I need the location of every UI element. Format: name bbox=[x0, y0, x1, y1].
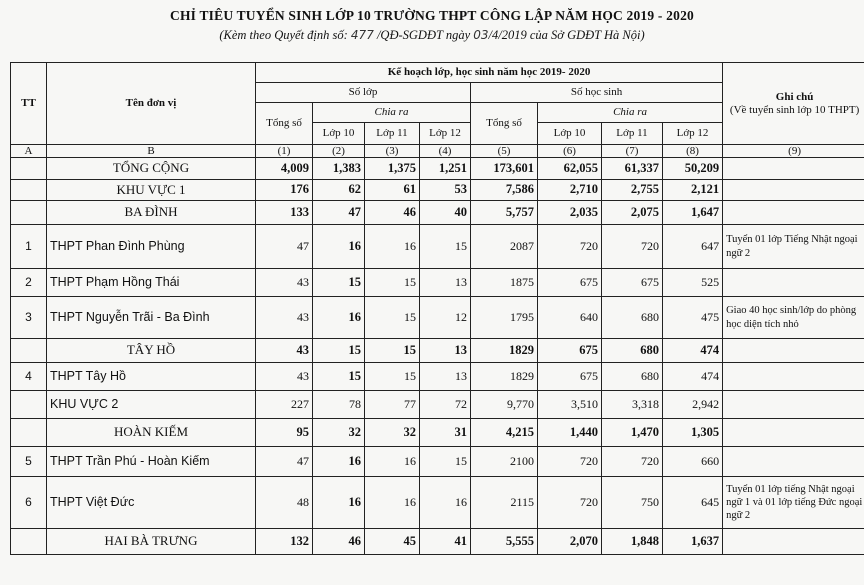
note-cell bbox=[723, 363, 864, 391]
summary-row bbox=[11, 529, 864, 555]
row-number: 2 bbox=[11, 269, 47, 297]
classes-total: 133 bbox=[256, 201, 313, 225]
note-cell bbox=[723, 339, 864, 363]
classes-g11: 16 bbox=[365, 447, 420, 477]
index-cell: A bbox=[11, 145, 47, 158]
note-cell bbox=[723, 529, 864, 555]
note-cell bbox=[723, 201, 864, 225]
students-g10: 675 bbox=[538, 269, 602, 297]
school-name: THPT Phạm Hồng Thái bbox=[47, 269, 256, 297]
row-number: 6 bbox=[11, 477, 47, 529]
header-note bbox=[723, 63, 864, 145]
school-row bbox=[11, 297, 864, 339]
note-cell: Tuyển 01 lớp Tiếng Nhật ngoại ngữ 2 bbox=[723, 225, 864, 269]
students-total: 7,586 bbox=[471, 180, 538, 201]
index-cell: (6) bbox=[538, 145, 602, 158]
students-g10: 2,035 bbox=[538, 201, 602, 225]
row-number: 4 bbox=[11, 363, 47, 391]
classes-g11: 77 bbox=[365, 391, 420, 419]
students-g10: 1,440 bbox=[538, 419, 602, 447]
area-name: HOÀN KIẾM bbox=[47, 419, 256, 447]
classes-g12: 15 bbox=[420, 447, 471, 477]
students-total: 1795 bbox=[471, 297, 538, 339]
area-name: TÂY HỒ bbox=[47, 339, 256, 363]
index-cell: (1) bbox=[256, 145, 313, 158]
students-g12: 1,305 bbox=[663, 419, 723, 447]
decision-number: 477 bbox=[350, 28, 374, 42]
school-name: THPT Việt Đức bbox=[47, 477, 256, 529]
students-g12: 50,209 bbox=[663, 158, 723, 180]
students-g11: 1,470 bbox=[602, 419, 663, 447]
row-number bbox=[11, 529, 47, 555]
index-cell: (3) bbox=[365, 145, 420, 158]
students-g11: 680 bbox=[602, 339, 663, 363]
students-g11: 3,318 bbox=[602, 391, 663, 419]
note-cell: Giao 40 học sinh/lớp do phòng học diện tích nhỏ bbox=[723, 297, 864, 339]
students-g12: 474 bbox=[663, 339, 723, 363]
header-classes-g10: Lớp 10 bbox=[313, 123, 365, 145]
students-g10: 720 bbox=[538, 447, 602, 477]
classes-g12: 40 bbox=[420, 201, 471, 225]
classes-g11: 46 bbox=[365, 201, 420, 225]
classes-g12: 13 bbox=[420, 339, 471, 363]
header-unit: Tên đơn vị bbox=[47, 63, 256, 145]
classes-g10: 16 bbox=[313, 225, 365, 269]
school-name: KHU VỰC 2 bbox=[47, 391, 256, 419]
note-cell bbox=[723, 158, 864, 180]
students-g10: 62,055 bbox=[538, 158, 602, 180]
classes-g11: 15 bbox=[365, 269, 420, 297]
students-g12: 1,647 bbox=[663, 201, 723, 225]
classes-g12: 16 bbox=[420, 477, 471, 529]
row-number bbox=[11, 158, 47, 180]
header-classes-g12: Lớp 12 bbox=[420, 123, 471, 145]
row-number bbox=[11, 201, 47, 225]
classes-g12: 1,251 bbox=[420, 158, 471, 180]
area-name: KHU VỰC 1 bbox=[47, 180, 256, 201]
students-g10: 720 bbox=[538, 225, 602, 269]
students-g10: 720 bbox=[538, 477, 602, 529]
classes-g11: 61 bbox=[365, 180, 420, 201]
header-students-total: Tổng số bbox=[471, 103, 538, 145]
note-cell bbox=[723, 447, 864, 477]
header-classes-g11: Lớp 11 bbox=[365, 123, 420, 145]
school-row bbox=[11, 477, 864, 529]
students-g12: 475 bbox=[663, 297, 723, 339]
note-cell bbox=[723, 391, 864, 419]
students-g12: 2,121 bbox=[663, 180, 723, 201]
classes-total: 176 bbox=[256, 180, 313, 201]
summary-row bbox=[11, 158, 864, 180]
note-cell bbox=[723, 180, 864, 201]
classes-total: 43 bbox=[256, 297, 313, 339]
area-name: HAI BÀ TRƯNG bbox=[47, 529, 256, 555]
school-row bbox=[11, 391, 864, 419]
students-g12: 647 bbox=[663, 225, 723, 269]
area-name: BA ĐÌNH bbox=[47, 201, 256, 225]
students-g11: 680 bbox=[602, 297, 663, 339]
row-number bbox=[11, 391, 47, 419]
quota-table bbox=[10, 62, 864, 555]
students-g10: 3,510 bbox=[538, 391, 602, 419]
classes-total: 43 bbox=[256, 269, 313, 297]
header-classes: Số lớp bbox=[256, 83, 471, 103]
row-number: 5 bbox=[11, 447, 47, 477]
classes-g10: 16 bbox=[313, 447, 365, 477]
note-cell bbox=[723, 269, 864, 297]
school-name: THPT Phan Đình Phùng bbox=[47, 225, 256, 269]
classes-g12: 72 bbox=[420, 391, 471, 419]
subtitle-suffix: /4/2019 của Sở GDĐT Hà Nội) bbox=[488, 28, 645, 42]
row-number bbox=[11, 180, 47, 201]
classes-g12: 13 bbox=[420, 363, 471, 391]
index-row bbox=[11, 145, 864, 158]
summary-row bbox=[11, 180, 864, 201]
students-total: 173,601 bbox=[471, 158, 538, 180]
header-plan: Kế hoạch lớp, học sinh năm học 2019- 2020 bbox=[256, 63, 723, 83]
index-cell: (2) bbox=[313, 145, 365, 158]
students-total: 2100 bbox=[471, 447, 538, 477]
school-row bbox=[11, 363, 864, 391]
students-g11: 61,337 bbox=[602, 158, 663, 180]
header-tt: TT bbox=[11, 63, 47, 145]
students-g12: 2,942 bbox=[663, 391, 723, 419]
classes-g12: 41 bbox=[420, 529, 471, 555]
header-note-sub: (Về tuyển sinh lớp 10 THPT) bbox=[729, 103, 860, 116]
students-g11: 750 bbox=[602, 477, 663, 529]
index-cell: (8) bbox=[663, 145, 723, 158]
document-subtitle bbox=[0, 28, 864, 43]
students-g12: 660 bbox=[663, 447, 723, 477]
school-name: THPT Tây Hồ bbox=[47, 363, 256, 391]
classes-total: 43 bbox=[256, 339, 313, 363]
header-students-g12: Lớp 12 bbox=[663, 123, 723, 145]
row-number: 1 bbox=[11, 225, 47, 269]
classes-g11: 16 bbox=[365, 477, 420, 529]
classes-total: 4,009 bbox=[256, 158, 313, 180]
area-name: TỔNG CỘNG bbox=[47, 158, 256, 180]
note-cell: Tuyển 01 lớp tiếng Nhật ngoại ngữ 1 và 01 lớp tiếng Đức ngoại ngữ 2 bbox=[723, 477, 864, 529]
students-total: 4,215 bbox=[471, 419, 538, 447]
students-g10: 2,710 bbox=[538, 180, 602, 201]
students-g11: 720 bbox=[602, 447, 663, 477]
summary-row bbox=[11, 419, 864, 447]
students-total: 2087 bbox=[471, 225, 538, 269]
index-cell: (9) bbox=[723, 145, 864, 158]
students-g11: 675 bbox=[602, 269, 663, 297]
students-g10: 2,070 bbox=[538, 529, 602, 555]
students-total: 1829 bbox=[471, 363, 538, 391]
classes-total: 47 bbox=[256, 447, 313, 477]
classes-g11: 1,375 bbox=[365, 158, 420, 180]
classes-g11: 15 bbox=[365, 363, 420, 391]
classes-g10: 15 bbox=[313, 269, 365, 297]
classes-g10: 32 bbox=[313, 419, 365, 447]
students-total: 5,555 bbox=[471, 529, 538, 555]
header-classes-total: Tổng số bbox=[256, 103, 313, 145]
header-classes-breakdown: Chia ra bbox=[313, 103, 471, 123]
classes-g11: 15 bbox=[365, 297, 420, 339]
classes-total: 95 bbox=[256, 419, 313, 447]
classes-g10: 47 bbox=[313, 201, 365, 225]
classes-g11: 32 bbox=[365, 419, 420, 447]
classes-g10: 16 bbox=[313, 477, 365, 529]
students-g10: 675 bbox=[538, 363, 602, 391]
classes-total: 47 bbox=[256, 225, 313, 269]
classes-total: 132 bbox=[256, 529, 313, 555]
classes-g12: 31 bbox=[420, 419, 471, 447]
school-row bbox=[11, 447, 864, 477]
students-g11: 720 bbox=[602, 225, 663, 269]
index-cell: B bbox=[47, 145, 256, 158]
school-name: THPT Nguyễn Trãi - Ba Đình bbox=[47, 297, 256, 339]
index-cell: (5) bbox=[471, 145, 538, 158]
index-cell: (7) bbox=[602, 145, 663, 158]
classes-g10: 16 bbox=[313, 297, 365, 339]
classes-g10: 46 bbox=[313, 529, 365, 555]
classes-g12: 12 bbox=[420, 297, 471, 339]
students-g12: 1,637 bbox=[663, 529, 723, 555]
row-number bbox=[11, 339, 47, 363]
classes-g10: 78 bbox=[313, 391, 365, 419]
index-cell: (4) bbox=[420, 145, 471, 158]
header-students-breakdown: Chia ra bbox=[538, 103, 723, 123]
students-g12: 474 bbox=[663, 363, 723, 391]
students-g11: 2,755 bbox=[602, 180, 663, 201]
classes-g11: 16 bbox=[365, 225, 420, 269]
summary-row bbox=[11, 339, 864, 363]
students-total: 1875 bbox=[471, 269, 538, 297]
document-title: CHỈ TIÊU TUYỂN SINH LỚP 10 TRƯỜNG THPT CÔNG LẬP NĂM HỌC 2019 - 2020 bbox=[170, 8, 694, 23]
classes-g10: 15 bbox=[313, 339, 365, 363]
students-total: 2115 bbox=[471, 477, 538, 529]
classes-g12: 53 bbox=[420, 180, 471, 201]
students-g12: 525 bbox=[663, 269, 723, 297]
students-g10: 675 bbox=[538, 339, 602, 363]
classes-g12: 15 bbox=[420, 225, 471, 269]
summary-row bbox=[11, 201, 864, 225]
students-total: 5,757 bbox=[471, 201, 538, 225]
classes-g12: 13 bbox=[420, 269, 471, 297]
classes-total: 43 bbox=[256, 363, 313, 391]
subtitle-mid: /QĐ-SGDĐT ngày bbox=[376, 28, 471, 42]
students-g11: 680 bbox=[602, 363, 663, 391]
students-g11: 1,848 bbox=[602, 529, 663, 555]
subtitle-prefix: (Kèm theo Quyết định số: bbox=[219, 28, 348, 42]
students-g11: 2,075 bbox=[602, 201, 663, 225]
classes-g10: 62 bbox=[313, 180, 365, 201]
header-students: Số học sinh bbox=[471, 83, 723, 103]
students-g12: 645 bbox=[663, 477, 723, 529]
students-g10: 640 bbox=[538, 297, 602, 339]
school-name: THPT Trần Phú - Hoàn Kiếm bbox=[47, 447, 256, 477]
row-number: 3 bbox=[11, 297, 47, 339]
classes-total: 48 bbox=[256, 477, 313, 529]
header-note-title: Ghi chú bbox=[775, 91, 814, 104]
classes-g11: 45 bbox=[365, 529, 420, 555]
classes-g10: 1,383 bbox=[313, 158, 365, 180]
header-students-g10: Lớp 10 bbox=[538, 123, 602, 145]
students-total: 1829 bbox=[471, 339, 538, 363]
classes-g11: 15 bbox=[365, 339, 420, 363]
decision-day: 03 bbox=[473, 28, 489, 42]
students-total: 9,770 bbox=[471, 391, 538, 419]
header-students-g11: Lớp 11 bbox=[602, 123, 663, 145]
note-cell bbox=[723, 419, 864, 447]
classes-g10: 15 bbox=[313, 363, 365, 391]
school-row bbox=[11, 269, 864, 297]
school-row bbox=[11, 225, 864, 269]
row-number bbox=[11, 419, 47, 447]
classes-total: 227 bbox=[256, 391, 313, 419]
